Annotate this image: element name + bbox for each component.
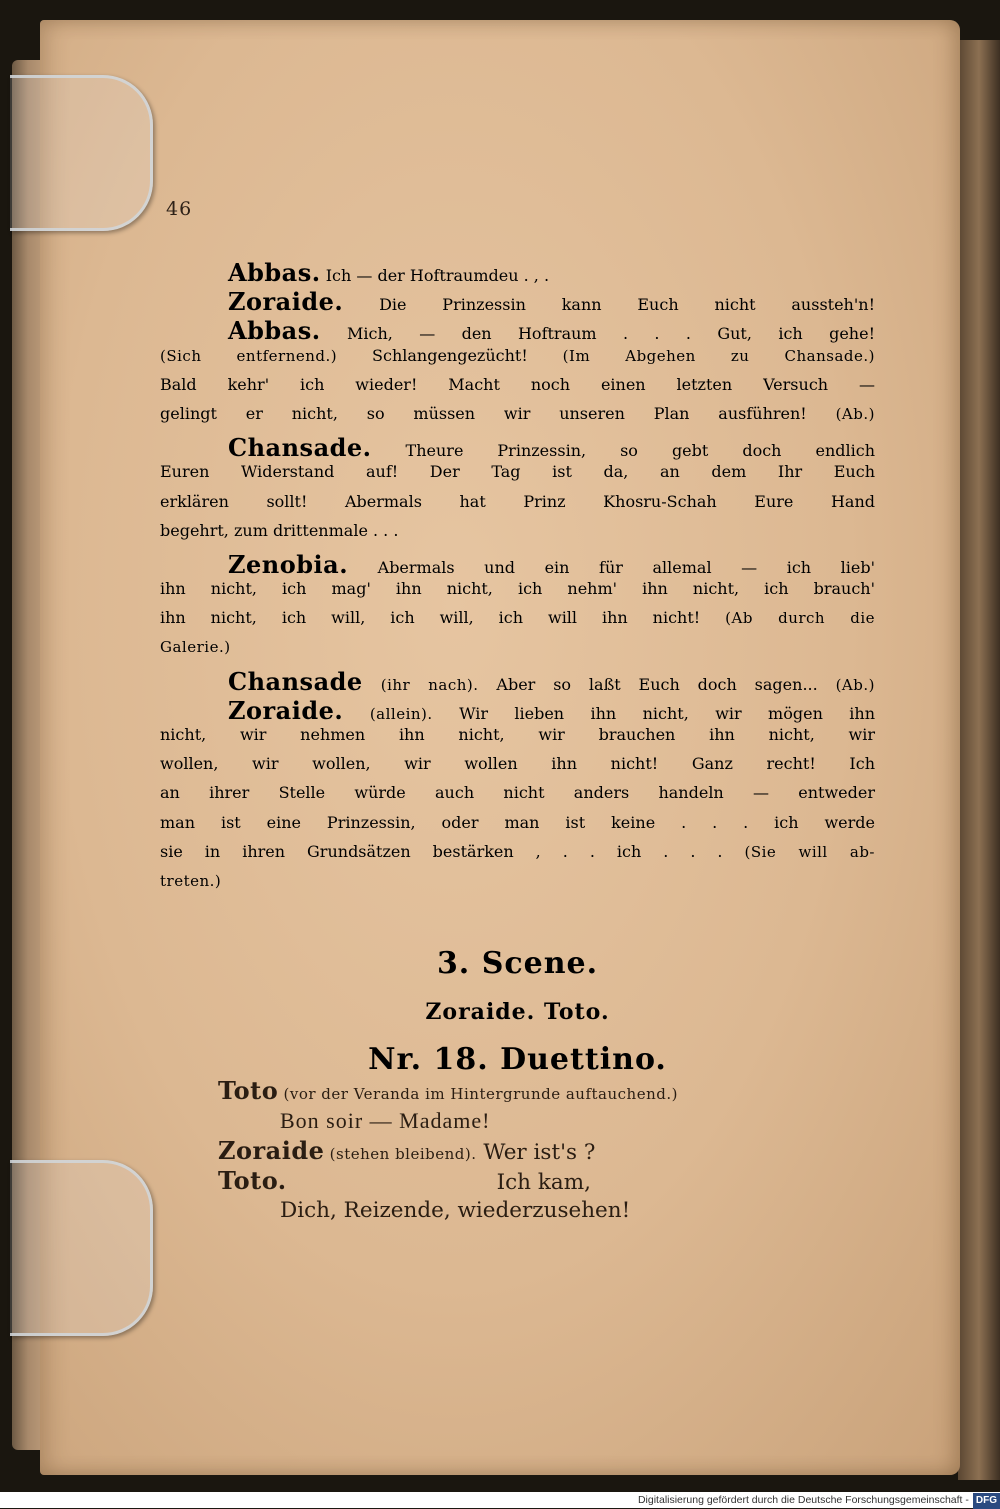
dialogue-text: [160, 258, 875, 900]
french-line: Bon soir — Madame!: [280, 1108, 491, 1133]
speaker-name: Abbas.: [228, 258, 321, 287]
speaker-name: Zoraide: [218, 1136, 325, 1165]
line-text: Wer ist's ?: [476, 1140, 596, 1165]
song-line: [218, 1166, 838, 1196]
stage-direction: (vor der Veranda im Hintergrunde auftauchend.): [278, 1085, 678, 1103]
text-line: [160, 813, 875, 842]
dfg-logo: DFG: [973, 1493, 1000, 1509]
speaker-name: Abbas.: [228, 316, 321, 346]
line-text: begehrt, zum drittenmale . . .: [160, 520, 399, 540]
stage-direction: (Im Abgehen zu Chansade.): [562, 346, 876, 365]
line-text: sie in ihren Grundsätzen bestärken , . . ich . . .: [160, 841, 745, 861]
text-line: [160, 637, 875, 666]
text-line: [160, 521, 875, 550]
duettino-text: [218, 1076, 838, 1226]
line-text: man ist eine Prinzessin, oder man ist keine . . . ich werde: [160, 812, 875, 832]
text-line: [160, 550, 875, 579]
plastic-clip-top: [10, 75, 153, 231]
right-page-edge: [958, 40, 1000, 1480]
number-title: Nr. 18. Duettino.: [368, 1042, 667, 1077]
text-line: [160, 346, 875, 375]
line-text: Ich kam,: [496, 1170, 591, 1195]
speaker-name: Toto.: [218, 1166, 287, 1195]
speaker-name: Zoraide.: [228, 287, 344, 317]
line-text: ihn nicht, ich mag' ihn nicht, ich nehm' ihn nicht, ich brauch': [160, 579, 875, 599]
text-line: [160, 492, 875, 521]
song-line: [218, 1106, 838, 1136]
line-text: Abermals und ein für allemal — ich lieb': [348, 557, 875, 577]
stage-direction: (Sich entfernend.): [160, 346, 338, 365]
text-line: [160, 316, 875, 345]
stage-direction: (allein).: [343, 704, 433, 723]
text-line: [160, 871, 875, 900]
stage-direction: (Ab durch die: [725, 609, 875, 628]
song-line: [218, 1136, 838, 1166]
line-text: Schlangengezücht!: [337, 345, 563, 365]
speaker-name: Toto: [218, 1076, 279, 1105]
line-text: Euren Widerstand auf! Der Tag ist da, an dem Ihr Euch: [160, 462, 875, 482]
text-line: [160, 667, 875, 696]
text-line: [160, 433, 875, 462]
text-line: [160, 842, 875, 871]
line-text: Dich, Reizende, wiederzusehen!: [280, 1198, 631, 1223]
scene-title: 3. Scene.: [436, 946, 599, 981]
text-line: [160, 404, 875, 433]
plastic-clip-bottom: [10, 1160, 153, 1336]
cast-list: Zoraide. Toto.: [425, 999, 610, 1025]
text-line: [160, 375, 875, 404]
text-line: [160, 696, 875, 725]
text-line: [160, 725, 875, 754]
line-text: gelingt er nicht, so müssen wir unseren Plan ausführen!: [160, 403, 836, 423]
stage-direction: (Ab.): [835, 675, 875, 694]
line-text: Bald kehr' ich wieder! Macht noch einen letzten Versuch —: [160, 374, 875, 394]
line-text: Aber so laßt Euch doch sagen...: [478, 674, 836, 694]
speaker-name: Zoraide.: [228, 695, 344, 725]
line-text: Mich, — den Hoftraum . . . Gut, ich gehe!: [320, 324, 875, 344]
song-line: [218, 1196, 838, 1226]
text-line: [160, 462, 875, 491]
line-text: an ihrer Stelle würde auch nicht anders handeln — entweder: [160, 783, 875, 803]
line-text: wollen, wir wollen, wir wollen ihn nicht! Ganz recht! Ich: [160, 754, 875, 774]
line-text: Ich — der Hoftraumdeu . , .: [320, 266, 550, 285]
line-text: erklären sollt! Abermals hat Prinz Khosru-Schah Eure Hand: [160, 491, 875, 511]
text-line: [160, 754, 875, 783]
stage-direction: (ihr nach).: [362, 675, 479, 694]
speaker-name: Zenobia.: [228, 549, 349, 579]
song-line: [218, 1076, 838, 1106]
footer-text: Digitalisierung gefördert durch die Deutsche Forschungsgemeinschaft -: [637, 1494, 969, 1506]
line-text: Theure Prinzessin, so gebt doch endlich: [371, 441, 875, 461]
text-line: [160, 608, 875, 637]
text-line: [160, 287, 875, 316]
line-text: nicht, wir nehmen ihn nicht, wir brauchen ihn nicht, wir: [160, 725, 875, 744]
stage-direction: treten.): [160, 871, 222, 890]
line-text: ihn nicht, ich will, ich will, ich will ihn nicht!: [160, 608, 726, 628]
stage-direction: (stehen bleibend).: [324, 1145, 477, 1163]
speaker-name: Chansade: [228, 666, 363, 696]
text-line: [160, 783, 875, 812]
scene-heading-block: [160, 942, 875, 1084]
stage-direction: (Ab.): [835, 404, 875, 423]
footer-credit: [0, 1492, 1000, 1508]
speaker-name: Chansade.: [228, 433, 372, 463]
line-text: Wir lieben ihn nicht, wir mögen ihn: [432, 703, 875, 723]
page-number: 46: [166, 198, 193, 220]
stage-direction: (Sie will ab-: [744, 842, 875, 861]
stage-direction: Galerie.): [160, 638, 231, 657]
text-line: [160, 579, 875, 608]
text-line: [160, 258, 875, 287]
line-text: Die Prinzessin kann Euch nicht aussteh'n!: [343, 295, 875, 315]
